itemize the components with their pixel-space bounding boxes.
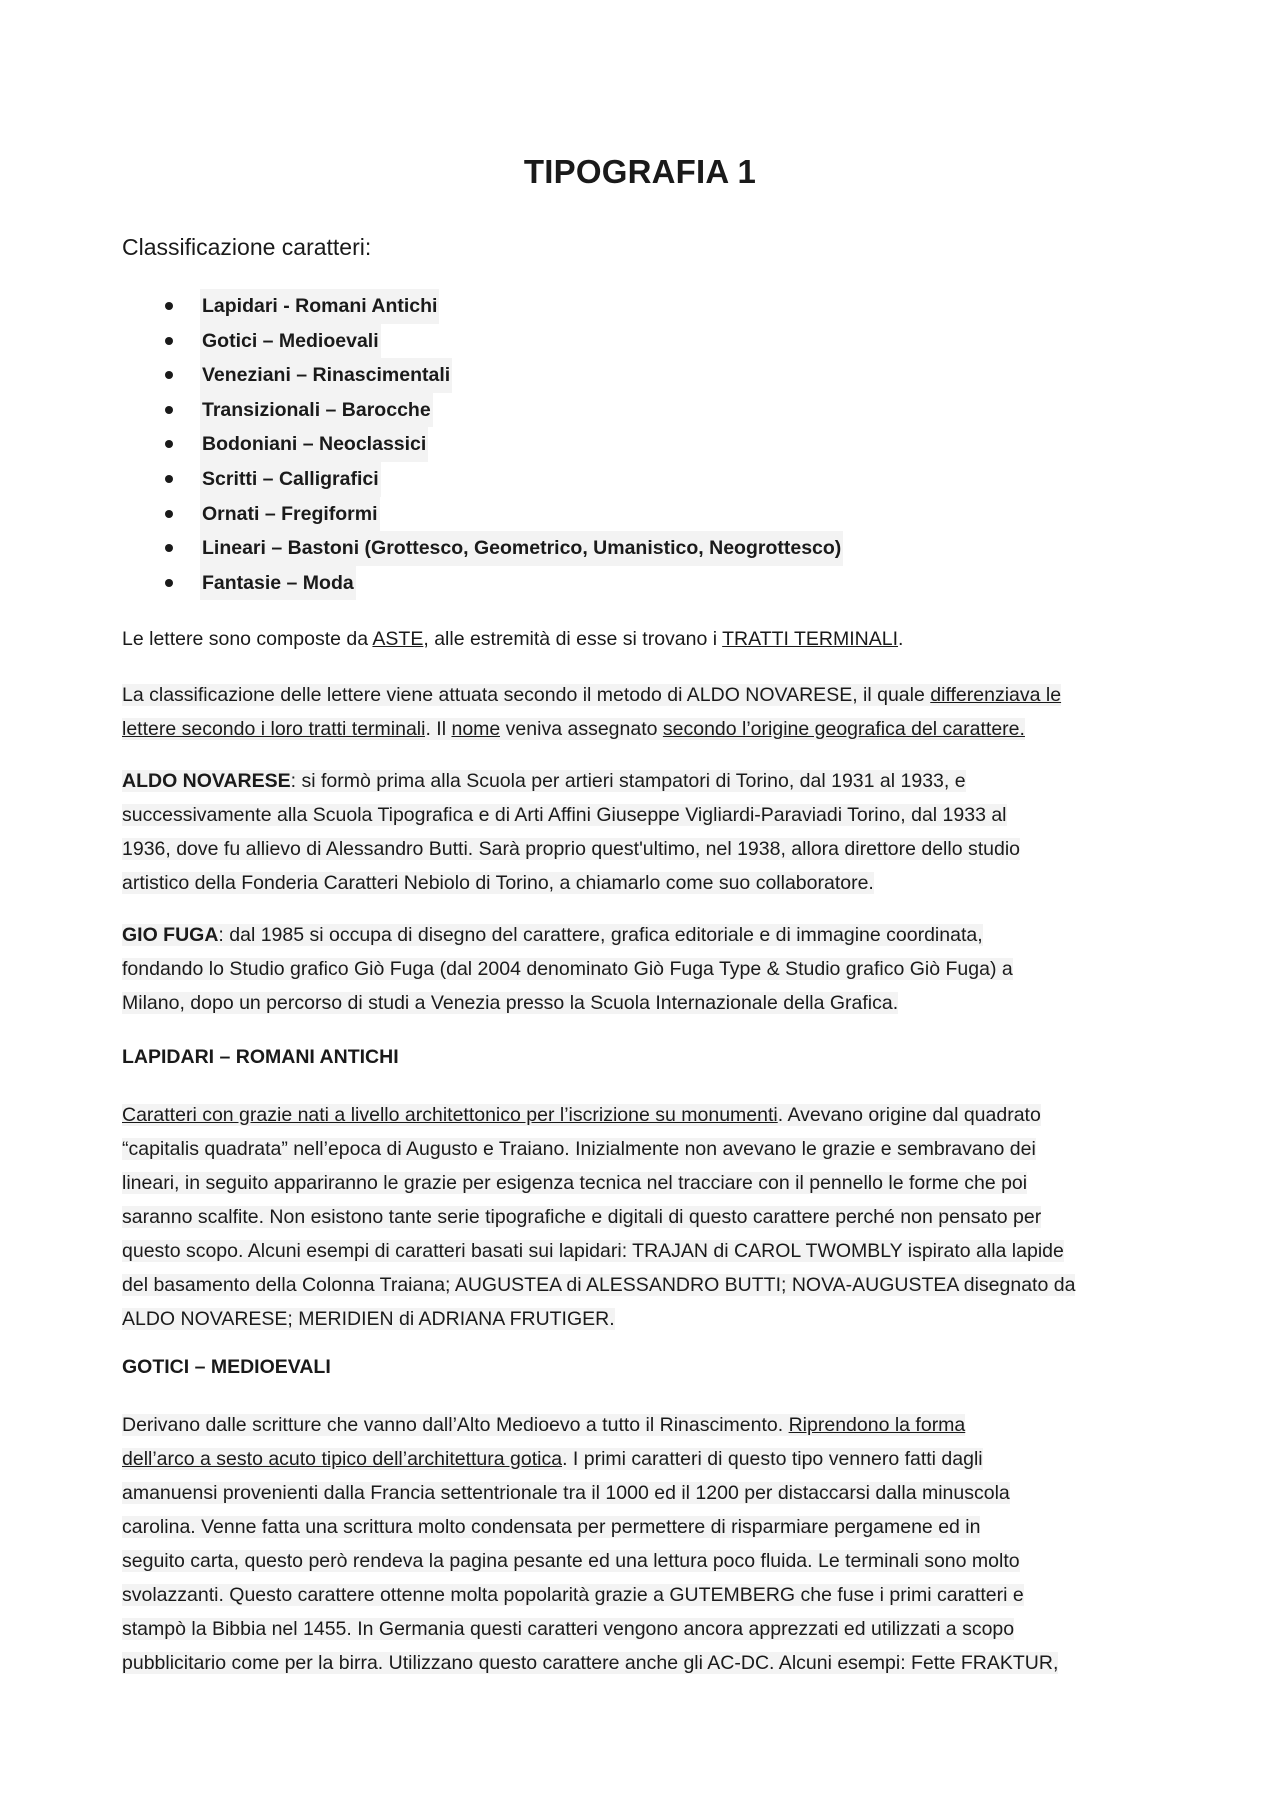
bullet-icon [165,371,173,379]
paragraph-aldo-novarese: ALDO NOVARESE: si formò prima alla Scuola per artieri stampatori di Torino, dal 1931 al 1933, e successivamente alla Scuola Tipografica e di Arti Affini Giuseppe Vigliardi-Paraviadi Torino, dal 1933 al 1936, dove fu allievo di Alessandro Butti. Sarà proprio quest'ultimo, nel 1938, allora direttore dello studio artistico della Fonderia Caratteri Nebiolo di Torino, a chiamarlo come suo collaboratore. [122,770,1021,894]
document-page: TIPOGRAFIA 1 Classificazione caratteri: Lapidari - Romani Antichi Gotici – Medioevali Veneziani – Rinascimentali Transizionali – Barocche Bodoniani – Neoclassici Scritti – Calligrafici Ornati – Fregiformi Lineari – Bastoni (Grottesco, Geometrico, Umanistico, Neogrottesco) Fantasie – Moda Le lettere sono composte da ASTE, alle estremità di esse si trovano i TRATTI TERMINALI. La classificazione delle lettere viene attuata secondo il metodo di ALDO NOVARESE, il quale differenziava le lettere secondo i loro tratti terminali. Il nome veniva assegnato secondo l’origine geografica del carattere. ALDO NOVARESE: si formò prima alla Scuola per artieri stampatori di Torino, dal 1931 al 1933, e successivamente alla Scuola Tipografica e di Arti Affini Giuseppe Vigliardi-Paraviadi Torino, dal 1933 al 1936, dove fu allievo di Alessandro Butti. Sarà proprio quest'ultimo, nel 1938, allora direttore dello studio artistico della Fonderia Caratteri Nebiolo di Torino, a chiamarlo come suo collaboratore. GIO FUGA: dal 1985 si occupa di disegno del carattere, grafica editoriale e di immagine coordinata, fondando lo Studio grafico Giò Fuga (dal 2004 denominato Giò Fuga Type & Studio grafico Giò Fuga) a Milano, dopo un percorso di studi a Venezia presso la Scuola Internazionale della Grafica. LAPIDARI – ROMANI ANTICHI Caratteri con grazie nati a livello architettonico per l’iscrizione su monumenti. Avevano origine dal quadrato “capitalis quadrata” nell’epoca di Augusto e Traiano. Inizialmente non avevano le grazie e sembravano dei lineari, in seguito appariranno le grazie per esigenza tecnica nel tracciare con il pennello le forme che poi saranno scalfite. Non esistono tante serie tipografiche e digitali di questo carattere perché non pensato per questo scopo. Alcuni esempi di caratteri basati sui lapidari: TRAJAN di CAROL TWOMBLY ispirato alla lapide del basamento della Colonna Traiana; AUGUSTEA di ALESSANDRO BUTTI; NOVA-AUGUSTEA disegnato da ALDO NOVARESE; MERIDIEN di ADRIANA FRUTIGER. GOTICI – MEDIOEVALI Derivano dalle scritture che vanno dall’Alto Medioevo a tutto il Rinascimento. Riprendono la forma dell’arco a sesto acuto tipico dell’architettura gotica. I primi caratteri di questo tipo vennero fatti dagli amanuensi provenienti dalla Francia settentrionale tra il 1000 ed il 1200 per distaccarsi dalla minuscola carolina. Venne fatta una scrittura molto condensata per permettere di risparmiare pergamene ed in seguito carta, questo però rendeva la pagina pesante ed una lettura poco fluida. Le terminali sono molto svolazzanti. Questo carattere ottenne molta popolarità grazie a GUTEMBERG che fuse i primi caratteri e stampò la Bibbia nel 1455. In Germania questi caratteri vengono ancora apprezzati ed utilizzati a scopo pubblicitario come per la birra. Utilizzano questo carattere anche gli AC-DC. Alcuni esempi: Fette FRAKTUR, [0,0,1280,1811]
paragraph-gio-fuga: GIO FUGA: dal 1985 si occupa di disegno del carattere, grafica editoriale e di immagine coordinata, fondando lo Studio grafico Giò Fuga (dal 2004 denominato Giò Fuga Type & Studio grafico Giò Fuga) a Milano, dopo un percorso di studi a Venezia presso la Scuola Internazionale della Grafica. [122,924,1013,1014]
section-subtitle: Classificazione caratteri: [122,234,372,260]
bullet-icon [165,544,173,552]
bullet-icon [165,510,173,518]
section-heading-gotici: GOTICI – MEDIOEVALI [122,1356,331,1378]
bullet-icon [165,579,173,587]
bullet-icon [165,406,173,414]
bullet-icon [165,440,173,448]
bullet-icon [165,337,173,345]
bullet-icon [165,302,173,310]
paragraph-gotici: Derivano dalle scritture che vanno dall’Alto Medioevo a tutto il Rinascimento. Riprendono la forma dell’arco a sesto acuto tipico dell’architettura gotica. I primi caratteri di questo tipo vennero fatti dagli amanuensi provenienti dalla Francia settentrionale tra il 1000 ed il 1200 per distaccarsi dalla minuscola carolina. Venne fatta una scrittura molto condensata per permettere di risparmiare pergamene ed in seguito carta, questo però rendeva la pagina pesante ed una lettura poco fluida. Le terminali sono molto svolazzanti. Questo carattere ottenne molta popolarità grazie a GUTEMBERG che fuse i primi caratteri e stampò la Bibbia nel 1455. In Germania questi caratteri vengono ancora apprezzati ed utilizzati a scopo pubblicitario come per la birra. Utilizzano questo carattere anche gli AC-DC. Alcuni esempi: Fette FRAKTUR, [122,1414,1059,1674]
bullet-icon [165,475,173,483]
section-heading-lapidari: LAPIDARI – ROMANI ANTICHI [122,1046,399,1068]
page-title: TIPOGRAFIA 1 [523,153,757,190]
paragraph-classificazione: La classificazione delle lettere viene attuata secondo il metodo di ALDO NOVARESE, il quale differenziava le lettere secondo i loro tratti terminali. Il nome veniva assegnato secondo l’origine geografica del carattere. [122,684,1062,740]
paragraph-aste: Le lettere sono composte da ASTE, alle estremità di esse si trovano i TRATTI TERMINALI. [122,628,904,650]
paragraph-lapidari: Caratteri con grazie nati a livello architettonico per l’iscrizione su monumenti. Avevano origine dal quadrato “capitalis quadrata” nell’epoca di Augusto e Traiano. Inizialmente non avevano le grazie e sembravano dei lineari, in seguito appariranno le grazie per esigenza tecnica nel tracciare con il pennello le forme che poi saranno scalfite. Non esistono tante serie tipografiche e digitali di questo carattere perché non pensato per questo scopo. Alcuni esempi di caratteri basati sui lapidari: TRAJAN di CAROL TWOMBLY ispirato alla lapide del basamento della Colonna Traiana; AUGUSTEA di ALESSANDRO BUTTI; NOVA-AUGUSTEA disegnato da ALDO NOVARESE; MERIDIEN di ADRIANA FRUTIGER. [122,1104,1076,1330]
